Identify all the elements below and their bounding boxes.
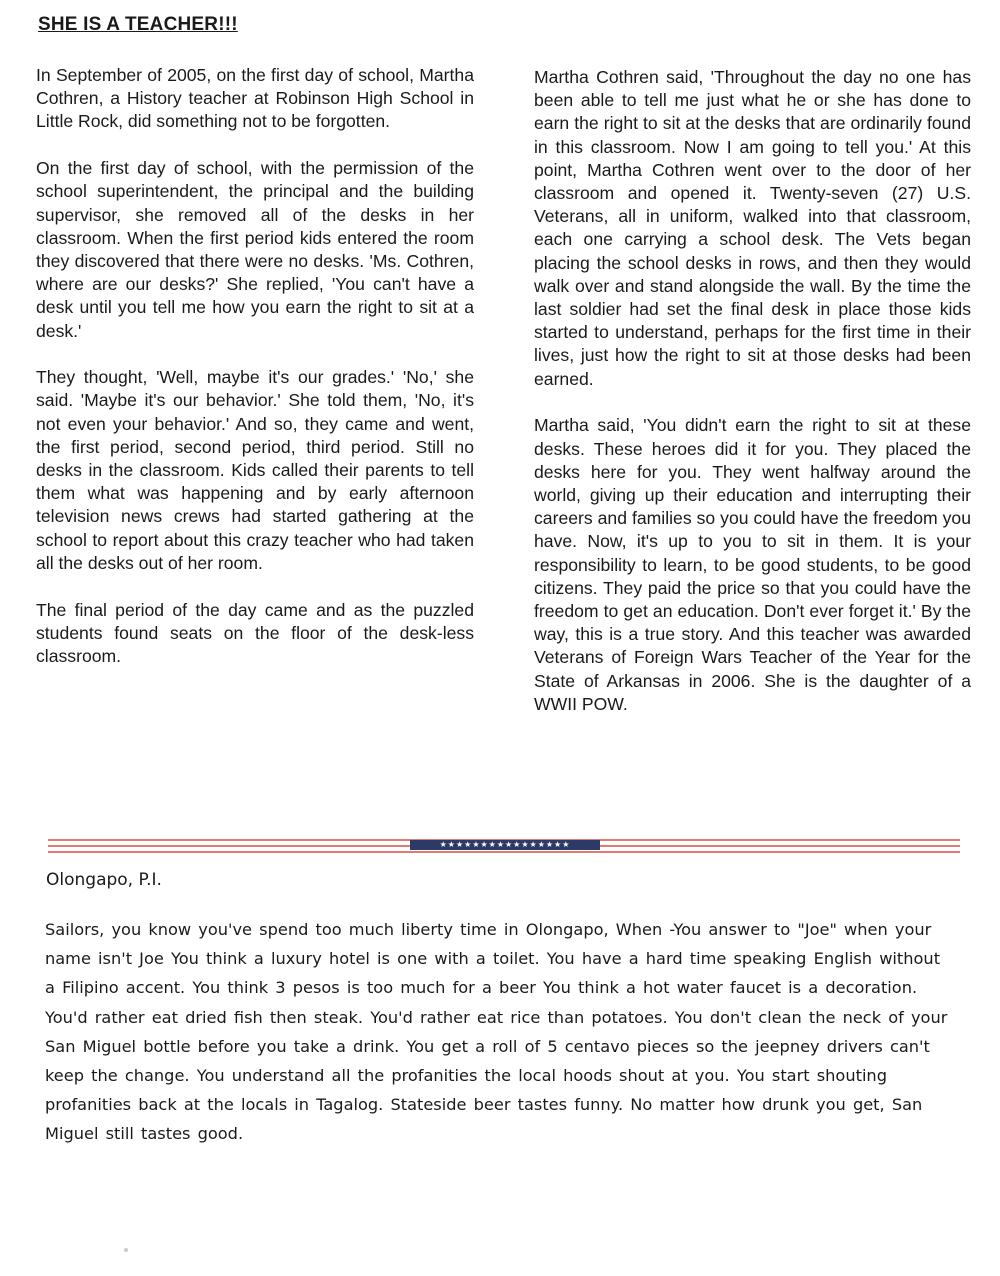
- divider-stripe: [48, 851, 960, 853]
- paragraph: In September of 2005, on the first day of school, Martha Cothren, a History teacher at Robinson High School in Little Rock, did something not to be forgotten.: [36, 65, 474, 132]
- paragraph: On the first day of school, with the permission of the school superintendent, the principal and the building supervisor, she removed all of the desks in her classroom. When the first period kids entered the room they discovered that there were no desks. 'Ms. Cothren, where are our desks?' She replied, 'You can't have a desk until you tell me how you earn the right to sit at a desk.': [36, 158, 474, 341]
- section-heading: Olongapo, P.I.: [46, 870, 162, 890]
- section-body: Sailors, you know you've spend too much liberty time in Olongapo, When -You answer to "Joe" when your name isn't Joe You think a luxury hotel is one with a toilet. You have a hard time speaking English without a Filipino accent. You think 3 pesos is too much for a beer You think a hot water faucet is a decoration. You'd rather eat dried fish then steak. You'd rather eat rice than potatoes. You don't clean the neck of your San Miguel bottle before you take a drink. You get a roll of 5 centavo pieces so the jeepney drivers can't keep the change. You understand all the profanities the local hoods shout at you. You start shouting profanities back at the locals in Tagalog. Stateside beer tastes funny. No matter how drunk you get, San Miguel still tastes good.: [45, 920, 948, 1144]
- flag-divider: [48, 838, 960, 854]
- paragraph: Martha Cothren said, 'Throughout the day no one has been able to tell me just what he or she has done to earn the right to sit at the desks that are ordinarily found in this classroom. Now I am going to tell you.' At this point, Martha Cothren went over to the door of her classroom and opened it. Twenty-seven (27) U.S. Veterans, all in uniform, walked into that classroom, each one carrying a school desk. The Vets began placing the school desks in rows, and then they would walk over and stand alongside the wall. By the time the last soldier had set the final desk in place those kids started to understand, perhaps for the first time in their lives, just how the right to sit at those desks had been earned.: [534, 67, 971, 389]
- paragraph: The final period of the day came and as the puzzled students found seats on the floor of the desk-less classroom.: [36, 599, 474, 666]
- article-title: SHE IS A TEACHER!!!: [38, 14, 238, 35]
- article-right-column: [534, 66, 971, 739]
- star-field: ★★★★★★★★★★★★★★★★: [410, 840, 600, 850]
- paragraph: Martha said, 'You didn't earn the right to sit at these desks. These heroes did it for you. They placed the desks here for you. They went halfway around the world, giving up their education and interrupting their careers and families so you could have the freedom you have. Now, it's up to you to sit in them. It is your responsibility to learn, to be good students, to be good citizens. They paid the price so that you could have the freedom to get an education. Don't ever forget it.' By the way, this is a true story. And this teacher was awarded Veterans of Foreign Wars Teacher of the Year for the State of Arkansas in 2006. She is the daughter of a WWII POW.: [534, 415, 971, 714]
- paragraph: They thought, 'Well, maybe it's our grades.' 'No,' she said. 'Maybe it's our behavior.' She told them, 'No, it's not even your behavior.' And so, they came and went, the first period, second period, third period. Still no desks in the classroom. Kids called their parents to tell them what was happening and by early afternoon television news crews had started gathering at the school to report about this crazy teacher who had taken all the desks out of her room.: [36, 367, 474, 573]
- scan-speck: [124, 1248, 128, 1252]
- article-left-column: [36, 64, 474, 692]
